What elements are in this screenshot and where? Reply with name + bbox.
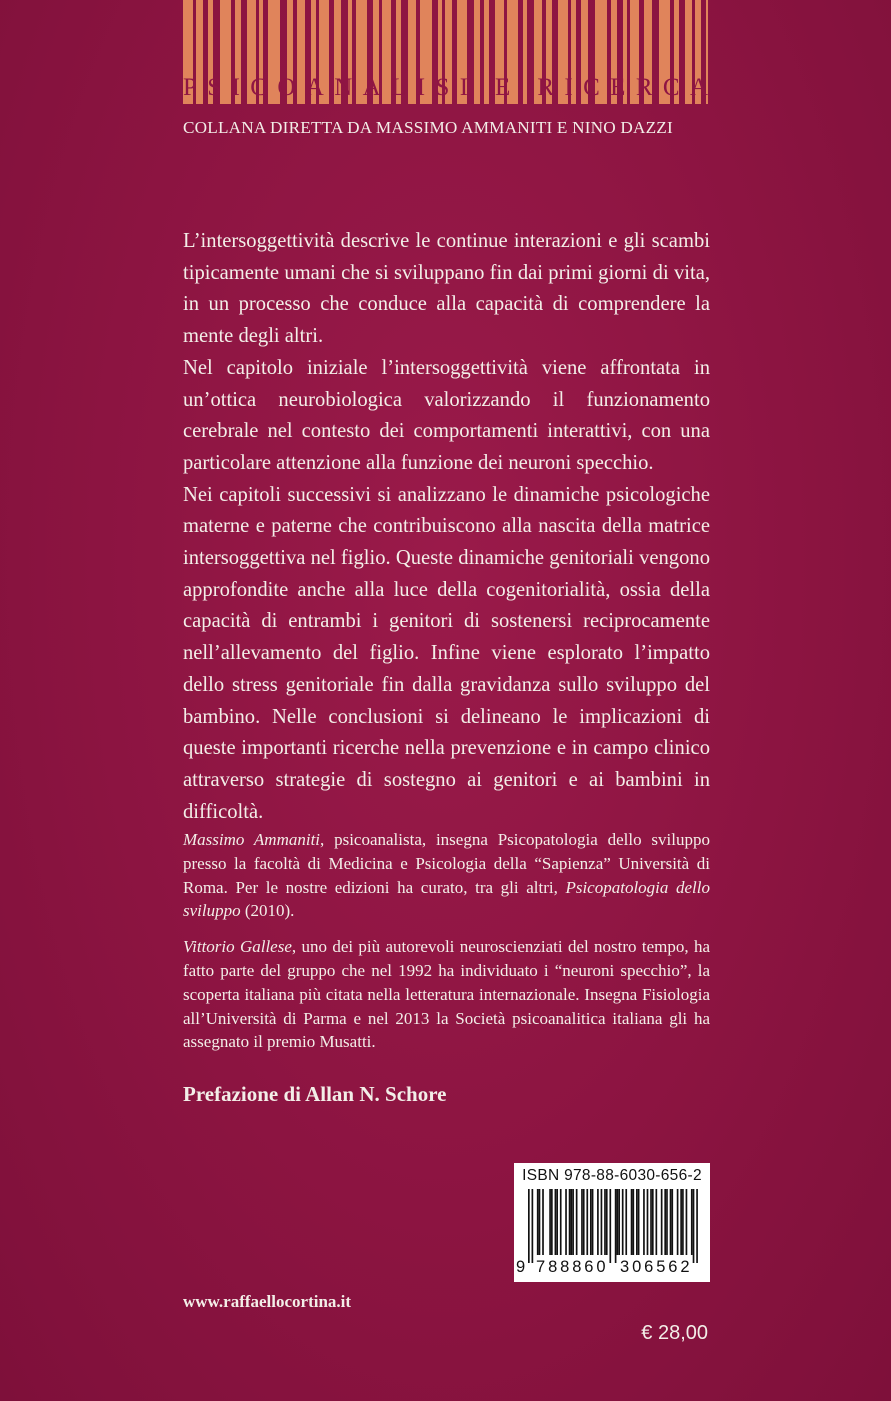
barcode-bar	[650, 1189, 652, 1255]
barcode-bar	[661, 1189, 663, 1255]
barcode-bar	[652, 1189, 654, 1255]
author-1-book: Psicopatologia dello sviluppo	[183, 877, 710, 921]
series-title-letter: I	[231, 74, 240, 101]
barcode-bar	[549, 1189, 551, 1255]
series-title-letter: R	[537, 74, 555, 101]
author-bio-2	[183, 935, 710, 1054]
barcode-bar	[551, 1189, 553, 1255]
series-title-letter: S	[435, 74, 450, 101]
barcode-bar	[537, 1189, 539, 1255]
series-title-letter: E	[495, 74, 511, 101]
series-title-letter	[521, 74, 527, 102]
publisher-website: www.raffaellocortina.it	[183, 1292, 352, 1311]
barcode-bar	[555, 1189, 557, 1255]
author-1-name: Massimo Ammaniti	[183, 830, 321, 849]
barcode-bar	[691, 1189, 693, 1255]
barcode-bar	[539, 1189, 541, 1255]
barcode-bar	[656, 1189, 658, 1255]
barcode-bar	[680, 1189, 682, 1255]
barcode-bar	[572, 1189, 574, 1255]
barcode-bar	[677, 1189, 679, 1255]
barcode-bar	[542, 1189, 544, 1255]
ean-left-digits: 788860	[536, 1258, 609, 1276]
series-title-letter: A	[689, 74, 708, 101]
barcode-bar	[625, 1189, 627, 1255]
barcode-bar	[631, 1189, 633, 1255]
barcode-bar	[565, 1189, 567, 1255]
author-bio-1	[183, 828, 710, 923]
barcode-bar	[682, 1189, 684, 1255]
series-title-letter: I	[459, 74, 469, 101]
barcode-bar	[643, 1189, 645, 1255]
barcode-bar	[592, 1189, 594, 1255]
series-title-letter: N	[334, 74, 353, 101]
isbn-barcode	[514, 1163, 710, 1282]
series-title-letter: R	[635, 74, 653, 101]
barcode-bar	[686, 1189, 688, 1255]
series-title-letter: I	[564, 74, 573, 101]
barcode-bar	[670, 1189, 672, 1255]
barcode-bar	[597, 1189, 599, 1255]
series-title	[183, 72, 708, 104]
series-title-letter: O	[277, 74, 296, 101]
barcode-bar	[528, 1189, 530, 1263]
barcode-bar	[647, 1189, 649, 1255]
barcode-bar	[671, 1189, 673, 1255]
barcode-bar	[604, 1189, 606, 1255]
ean-right-digits: 306562	[620, 1258, 693, 1276]
author-bios	[183, 828, 710, 1066]
barcode-bar	[586, 1189, 588, 1255]
author-2-name: Vittorio Gallese	[183, 937, 292, 957]
barcode-bar	[601, 1189, 603, 1255]
barcode-bar	[606, 1189, 608, 1255]
barcode-bars	[528, 1189, 698, 1263]
author-1-text-a: , psicoanalista, insegna Psicopatologia dello sviluppo presso la facoltà di Medicina e Psicologia della “Sapienza” Università di Roma. Per le nostre edizioni ha curato, tra gli altri,	[183, 830, 710, 897]
series-title-letter: I	[416, 74, 426, 101]
isbn-label: ISBN 978-88-6030-656-2	[522, 1167, 702, 1184]
barcode-bar	[666, 1189, 668, 1255]
barcode-bar	[569, 1189, 571, 1255]
series-title-letter: E	[610, 74, 626, 101]
barcode-bar	[632, 1189, 634, 1255]
ean-first-digit: 9	[516, 1258, 526, 1276]
barcode-bar	[615, 1189, 617, 1263]
barcode-bar	[556, 1189, 558, 1255]
author-1-text-b: (2010).	[240, 901, 295, 921]
series-title-letter: P	[183, 74, 197, 101]
book-description	[183, 226, 710, 828]
barcode-bar	[636, 1189, 638, 1255]
barcode-bar	[560, 1189, 562, 1255]
barcode-bar	[696, 1189, 698, 1263]
series-title-letter: C	[583, 74, 600, 101]
description-paragraph-2: Nel capitolo iniziale l’intersoggettività viene affrontata in un’ottica neurobiologica valorizzando il funzionamento cerebrale nel contesto dei comportamenti interattivi, con una particolare attenzione alla funzione dei neuroni specchio.	[183, 356, 710, 474]
barcode-bar	[617, 1189, 619, 1255]
series-title-letter: C	[250, 74, 267, 101]
series-title-letter: A	[305, 74, 324, 101]
barcode-bar	[590, 1189, 592, 1255]
barcode-bar	[664, 1189, 666, 1255]
barcode-bar	[609, 1189, 611, 1263]
description-paragraph-3: Nei capitoli successivi si analizzano le dinamiche psicologiche materne e paterne che contribuiscono alla nascita della matrice intersoggettiva nel figlio. Queste dinamiche genitoriali vengono approfondite anche alla luce della cogenitorialità, ossia della capacità di entrambi i genitori di sostenersi reciprocamente nell’allevamento del figlio. Infine viene esplorato l’impatto dello stress genitoriale fin dalla gravidanza sullo sviluppo del bambino. Nelle conclusioni si delineano le implicazioni di queste importanti ricerche nella prevenzione e in campo clinico attraverso strategie di sostegno ai genitori e ai bambini in difficoltà.	[183, 483, 710, 823]
barcode-bar	[581, 1189, 583, 1255]
series-title-letter: C	[662, 74, 680, 101]
series-title-letter: L	[391, 74, 407, 101]
price: € 28,00	[641, 1322, 708, 1344]
author-2-text: , uno dei più autorevoli neuroscienziati del nostro tempo, ha fatto parte del gruppo che nel 1992 ha individuato i “neuroni specchio”, la scoperta italiana più citata nella letteratura internazionale. Insegna Fisiologia all’Università di Parma e nel 2013 la Società psicoanalitica italiana gli ha assegnato il premio Musatti.	[183, 937, 711, 1052]
series-title-letter: A	[362, 74, 381, 101]
barcode-bar	[583, 1189, 585, 1255]
barcode-bar	[532, 1189, 534, 1263]
series-title-letter	[478, 74, 484, 102]
barcode-bar	[571, 1189, 573, 1255]
barcode-bar	[638, 1189, 640, 1255]
barcode-bar	[618, 1189, 620, 1255]
series-editors: COLLANA DIRETTA DA MASSIMO AMMANITI E NINO DAZZI	[183, 118, 673, 137]
series-title-letter: S	[207, 74, 222, 101]
description-paragraph-1: L’intersoggettività descrive le continue interazioni e gli scambi tipicamente umani che si sviluppano fin dai primi giorni di vita, in un processo che conduce alla capacità di comprendere la mente degli altri.	[183, 230, 710, 348]
barcode-bar	[693, 1189, 695, 1263]
barcode-bar	[576, 1189, 578, 1255]
barcode-bar	[622, 1189, 624, 1255]
preface-credit: Prefazione di Allan N. Schore	[183, 1082, 447, 1106]
